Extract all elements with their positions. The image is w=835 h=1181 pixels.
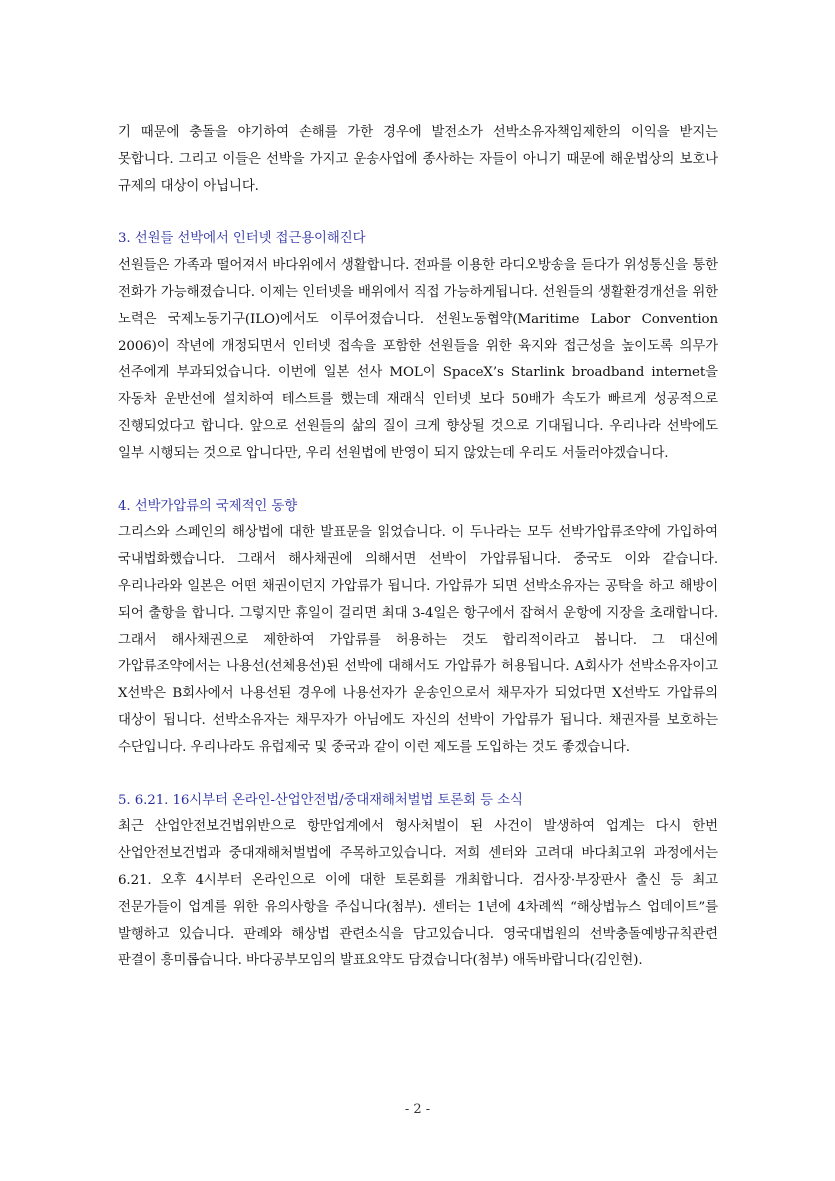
section-body: 그리스와 스페인의 해상법에 대한 발표문을 읽었습니다. 이 두나라는 모두 선박가압류조약에 가입하여 국내법화했습니다. 그래서 해사채권에 의해서면 선박이 가압류됩니다. 중국도 이와 같습니다. 우리나라와 일본은 어떤 채권이던지 가압류가 됩니다. 가압류가 되면 선박소유자는 공탁을 하고 해방이 되어 출항을 합니다. 그렇지만 휴일이 걸리면 최대 3-4일은 항구에서 잡혀서 운항에 지장을 초래합니다. 그래서 해사채권으로 제한하여 가압류를 허용하는 것도 합리적이라고 봅니다. 그 대신에 가압류조약에서는 나용선(선체용선)된 선박에 대해서도 가압류가 허용됩니다. A회사가 선박소유자이고 X선박은 B회사에서 나용선된 경우에 나용선자가 운송인으로서 채무자가 되었다면 X선박도 가압류의 대상이 됩니다. 선박소유자는 채무자가 아님에도 자신의 선박이 가압류가 됩니다. 채권자를 보호하는 수단입니다. 우리나라도 유럽제국 및 중국과 같이 이런 제도를 도입하는 것도 좋겠습니다.	[118, 525, 718, 755]
section-seminar-news	[118, 788, 718, 976]
intro-paragraph: 기 때문에 충돌을 야기하여 손해를 가한 경우에 발전소가 선박소유자책임제한의 이익을 받지는 못합니다. 그리고 이들은 선박을 가지고 운송사업에 종사하는 자들이 아니기 때문에 해운법상의 보호나 규제의 대상이 아닙니다.	[118, 125, 718, 194]
page-number: - 2 -	[404, 1102, 431, 1117]
section-heading: 4. 선박가압류의 국제적인 동향	[118, 498, 298, 514]
document-page	[118, 120, 718, 975]
section-internet-access	[118, 226, 718, 467]
section-heading: 3. 선원들 선박에서 인터넷 접근용이해진다	[118, 231, 366, 247]
section-body: 선원들은 가족과 떨어져서 바다위에서 생활합니다. 전파를 이용한 라디오방송을 듣다가 위성통신을 통한 전화가 가능해졌습니다. 이제는 인터넷을 배위에서 직접 가능하게됩니다. 선원들의 생활환경개선을 위한 노력은 국제노동기구(ILO)에서도 이루어졌습니다. 선원노동협약(Maritime Labor Convention 2006)이 작년에 개정되면서 인터넷 접속을 포함한 선원들을 위한 육지와 접근성을 높이도록 의무가 선주에게 부과되었습니다. 이번에 일본 선사 MOL이 SpaceX’s Starlink broadband internet을 자동차 운반선에 설치하여 테스트를 했는데 재래식 인터넷 보다 50배가 속도가 빠르게 성공적으로 진행되었다고 합니다. 앞으로 선원들의 삶의 질이 크게 향상될 것으로 기대됩니다. 우리나라 선박에도 일부 시행되는 것으로 압니다만, 우리 선원법에 반영이 되지 않았는데 우리도 서둘러야겠습니다.	[118, 258, 718, 461]
section-heading: 5. 6.21. 16시부터 온라인-산업안전법/중대재해처벌법 토론회 등 소식	[118, 792, 523, 808]
section-ship-arrest	[118, 494, 718, 762]
section-body: 최근 산업안전보건법위반으로 항만업계에서 형사처벌이 된 사건이 발생하여 업계는 다시 한번 산업안전보건법과 중대재해처벌법에 주목하고있습니다. 저희 센터와 고려대 바다최고위 과정에서는 6.21. 오후 4시부터 온라인으로 이에 대한 토론회를 개최합니다. 검사장·부장판사 출신 등 최고 전문가들이 업계를 위한 유의사항을 주십니다(첨부). 센터는 1년에 4차례씩 “해상법뉴스 업데이트”를 발행하고 있습니다. 판례와 해상법 관련소식을 담고있습니다. 영국대법원의 선박충돌예방규칙관련 판결이 흥미롭습니다. 바다공부모임의 발표요약도 담겼습니다(첨부) 애독바랍니다(김인현).	[118, 819, 718, 969]
